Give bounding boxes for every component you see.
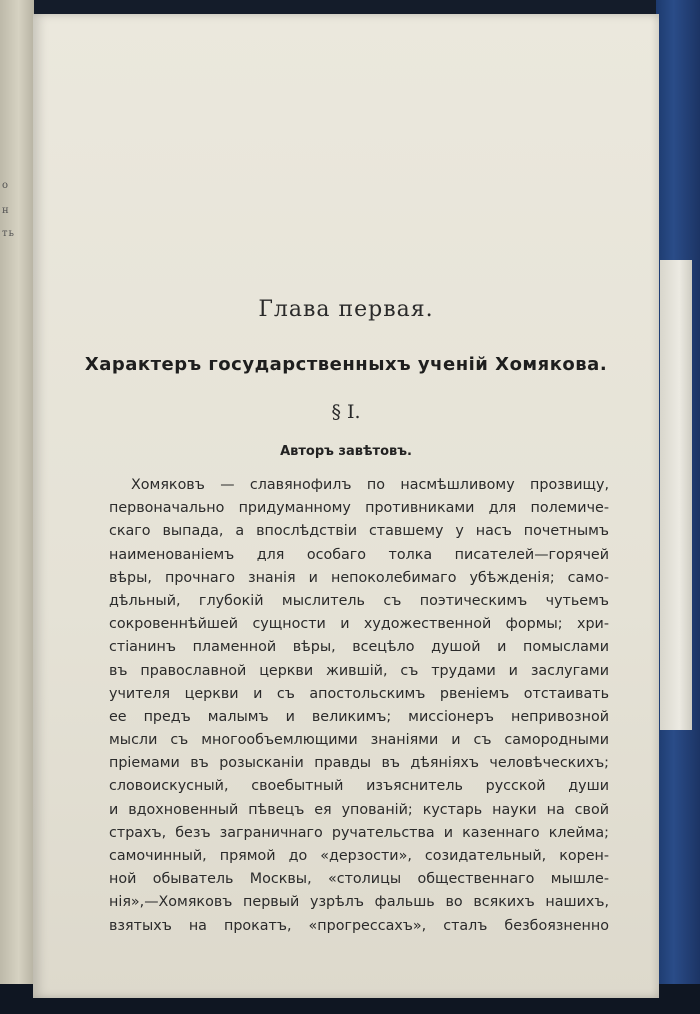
text-line: учителя церкви и съ апостольскимъ рвеніемъ отстаивать xyxy=(109,685,609,702)
left-page-fragment: о xyxy=(2,180,10,191)
chapter-title: Характеръ государственныхъ ученій Хомякова. xyxy=(84,354,608,375)
text-line: сокровеннѣйшей сущности и художественной формы; хри- xyxy=(109,616,609,633)
text-line: мысли съ многообъемлющими знаніями и съ самородными xyxy=(109,732,609,749)
book-page xyxy=(33,14,659,998)
section-subtitle: Авторъ завѣтовъ. xyxy=(280,444,412,459)
left-page-fragment: н xyxy=(2,205,10,216)
section-number: § I. xyxy=(331,401,361,423)
text-line: ее предъ малымъ и великимъ; миссіонеръ непривозной xyxy=(109,708,609,725)
text-line: Хомяковъ — славянофилъ по насмѣшливому прозвищу, xyxy=(131,477,609,493)
text-line: нія»,—Хомяковъ первый узрѣлъ фальшь во всякихъ нашихъ, xyxy=(109,894,609,911)
text-line: наименованіемъ для особаго толка писателей—горячей xyxy=(109,546,609,563)
text-line: первоначально придуманному противниками для полемиче- xyxy=(109,500,609,517)
body-paragraph xyxy=(109,474,609,938)
text-line: стіанинъ пламенной вѣры, всецѣло душой и помыслами xyxy=(109,639,609,656)
text-line: взятыхъ на прокатъ, «прогрессахъ», сталъ безбоязненно xyxy=(109,917,609,934)
text-line: скаго выпада, а впослѣдствіи ставшему у насъ почетнымъ xyxy=(109,523,609,540)
chapter-heading: Глава первая. xyxy=(258,297,434,322)
text-line: ной обыватель Москвы, «столицы общественнаго мышле- xyxy=(109,871,609,888)
text-line: самочинный, прямой до «дерзости», созидательный, корен- xyxy=(109,848,609,864)
text-line: вѣры, прочнаго знанія и непоколебимаго убѣжденія; само- xyxy=(109,569,609,586)
left-page-fragment: ть xyxy=(2,228,15,239)
next-page-edge xyxy=(660,260,692,730)
text-line: въ православной церкви жившій, съ трудами и заслугами xyxy=(109,662,609,679)
text-line: и вдохновенный пѣвецъ ея упованій; кустарь науки на свой xyxy=(109,801,609,818)
text-line: пріемами въ розысканіи правды въ дѣяніяхъ человѣческихъ; xyxy=(109,755,609,772)
text-line: словоискусный, своебытный изъяснитель русской души xyxy=(109,778,609,795)
previous-page-edge xyxy=(0,0,34,1014)
text-line: страхъ, безъ заграничнаго ручательства и казеннаго клейма; xyxy=(109,824,609,841)
text-line: дѣльный, глубокій мыслитель съ поэтическимъ чутьемъ xyxy=(109,592,609,609)
